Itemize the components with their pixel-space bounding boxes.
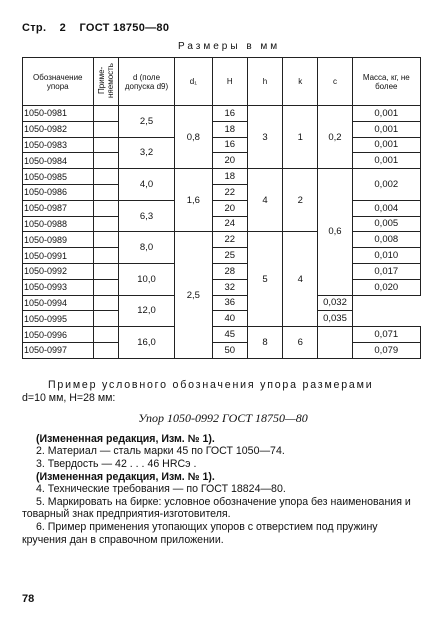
cell-mass: 0,004 [352,200,420,216]
cell-code: 1050-0987 [23,200,94,216]
cell-code: 1050-0982 [23,121,94,137]
cell-d: 16,0 [118,327,174,359]
table-row [23,248,421,264]
cell-prim [93,121,118,137]
cell-h: 3 [247,106,282,169]
cell-mass: 0,032 [318,295,352,311]
cell-prim [93,295,118,311]
revision-note-2: (Измененная редакция, Изм. № 1). [36,470,215,483]
item-4: 4. Технические требования — по ГОСТ 18824—80. [36,483,286,496]
cell-k: 4 [283,232,318,327]
header-h: h [247,58,282,106]
body-text [22,379,424,546]
cell-H: 45 [212,327,247,343]
cell-code: 1050-0993 [23,279,94,295]
table-row [23,342,421,358]
cell-H: 22 [212,232,247,248]
cell-H: 16 [212,137,247,153]
header-c: c [318,58,352,106]
cell-code: 1050-0981 [23,106,94,122]
table-row [23,200,421,216]
page-header [22,22,179,34]
example-line-2: d=10 мм, H=28 мм: [22,391,116,404]
cell-k: 6 [283,327,318,359]
cell-H: 16 [212,106,247,122]
header-code: Обозначение упора [23,58,94,106]
dimensions-table [22,57,421,359]
cell-prim [93,184,118,200]
cell-prim [93,248,118,264]
cell-mass: 0,071 [352,327,420,343]
cell-mass: 0,020 [352,279,420,295]
item-3: 3. Твердость — 42 . . . 46 HRCэ . [36,457,197,470]
header-prim [93,58,118,106]
table-row [23,106,421,122]
cell-code: 1050-0991 [23,248,94,264]
cell-H: 25 [212,248,247,264]
cell-mass: 0,001 [352,106,420,122]
cell-mass: 0,002 [352,169,420,201]
cell-prim [93,137,118,153]
cell-H: 20 [212,153,247,169]
cell-prim [93,106,118,122]
cell-mass: 0,035 [318,311,352,327]
cell-code: 1050-0984 [23,153,94,169]
cell-prim [93,153,118,169]
header-prim-text: Приме- няемость [96,63,115,98]
table-header-row [23,58,421,106]
cell-prim [93,279,118,295]
cell-d1: 0,8 [175,106,212,169]
cell-d1: 1,6 [175,169,212,232]
cell-prim [93,342,118,358]
cell-d: 8,0 [118,232,174,264]
cell-prim [93,327,118,343]
cell-h: 8 [247,327,282,359]
cell-H: 40 [212,311,247,327]
header-mass: Масса, кг, не более [352,58,420,106]
cell-d: 3,2 [118,137,174,169]
units-caption: Размеры в мм [178,41,281,52]
cell-prim [93,263,118,279]
table-row [23,232,421,248]
cell-c: 0,2 [318,106,352,169]
table-row [23,311,421,327]
cell-prim [93,216,118,232]
item-5: 5. Маркировать на бирке: условное обозначение упора без наименования и товарный знак предприятия-изготовителя. [22,495,411,521]
cell-c: 0,6 [318,169,352,295]
cell-prim [93,200,118,216]
cell-code: 1050-0983 [23,137,94,153]
cell-code: 1050-0985 [23,169,94,185]
cell-H: 36 [212,295,247,311]
header-d: d (поле допуска d9) [118,58,174,106]
cell-code: 1050-0988 [23,216,94,232]
header-k: k [283,58,318,106]
cell-d: 12,0 [118,295,174,327]
cell-h: 4 [247,169,282,232]
cell-mass: 0,017 [352,263,420,279]
cell-H: 28 [212,263,247,279]
cell-code: 1050-0996 [23,327,94,343]
table-row [23,153,421,169]
item-2: 2. Материал — сталь марки 45 по ГОСТ 1050—74. [36,445,285,458]
page-label: Стр. [22,22,47,34]
cell-prim [93,311,118,327]
table-row [23,263,421,279]
cell-H: 32 [212,279,247,295]
designation-example: Упор 1050-0992 ГОСТ 18750—80 [138,411,308,426]
example-line-1: Пример условного обозначения упора размерами [48,379,374,391]
cell-code: 1050-0997 [23,342,94,358]
cell-mass: 0,001 [352,121,420,137]
cell-code: 1050-0995 [23,311,94,327]
cell-prim [93,232,118,248]
cell-prim [93,169,118,185]
cell-mass: 0,010 [352,248,420,264]
cell-k: 2 [283,169,318,232]
cell-d: 10,0 [118,263,174,295]
table-row [23,216,421,232]
cell-d1: 2,5 [175,232,212,358]
cell-code: 1050-0992 [23,263,94,279]
table-row [23,279,421,295]
revision-note-1: (Измененная редакция, Изм. № 1). [36,432,215,445]
item-6: 6. Пример применения утопающих упоров с отверстием под пружину кручения дан в справочном приложении. [22,520,378,546]
cell-H: 18 [212,169,247,185]
cell-H: 24 [212,216,247,232]
header-H: H [212,58,247,106]
cell-d: 6,3 [118,200,174,232]
cell-mass: 0,005 [352,216,420,232]
table-row [23,169,421,185]
cell-code: 1050-0989 [23,232,94,248]
cell-mass: 0,079 [352,342,420,358]
cell-h: 5 [247,232,282,327]
cell-code: 1050-0994 [23,295,94,311]
cell-d: 4,0 [118,169,174,201]
cell-mass: 0,001 [352,137,420,153]
header-d1: d₁ [175,58,212,106]
cell-c [318,327,352,359]
page-number: 78 [22,593,35,605]
cell-code: 1050-0986 [23,184,94,200]
table-row [23,295,421,311]
cell-H: 50 [212,342,247,358]
cell-mass: 0,008 [352,232,420,248]
table-row [23,327,421,343]
page-num: 2 [59,22,67,34]
cell-H: 18 [212,121,247,137]
standard-number: ГОСТ 18750—80 [79,22,170,34]
cell-mass: 0,001 [352,153,420,169]
cell-H: 22 [212,184,247,200]
cell-d: 2,5 [118,106,174,138]
cell-H: 20 [212,200,247,216]
table-row [23,137,421,153]
cell-k: 1 [283,106,318,169]
table-row [23,121,421,137]
